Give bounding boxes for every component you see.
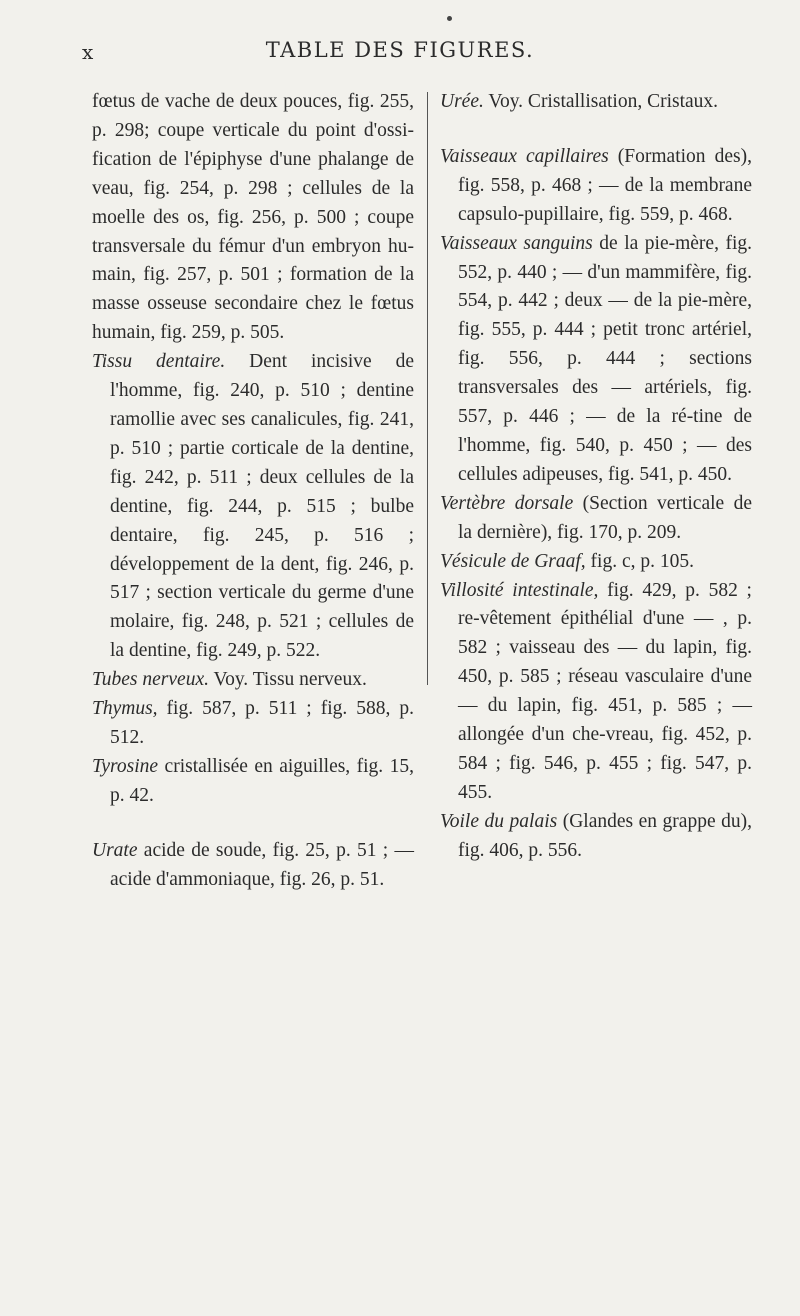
index-entry <box>92 348 414 666</box>
index-entry <box>440 88 752 117</box>
entry-text: acide de soude, fig. 25, p. 51 ; — acide d'ammoniaque, fig. 26, p. 51. <box>110 839 414 890</box>
print-mark <box>447 16 452 21</box>
index-entry <box>440 577 752 808</box>
entry-text: (Section verticale de la dernière), fig. 170, p. 209. <box>458 492 752 543</box>
entry-text: cristallisée en aiguilles, fig. 15, p. 42. <box>110 755 414 806</box>
entry-text: fœtus de vache de deux pouces, fig. 255, p. 298; coupe verticale du point d'ossi-fication de l'épiphyse d'une phalange de veau, fig. 254, p. 298 ; cellules de la moelle des os, fig. 256, p. 500 ; coupe transversale du fémur d'un embryon hu-main, fig. 257, p. 501 ; formation de la masse osseuse secondaire chez le fœtus humain, fig. 259, p. 505. <box>92 91 414 344</box>
entry-text: Dent incisive de l'homme, fig. 240, p. 510 ; dentine ramollie avec ses canalicules, fig. 241, p. 510 ; partie corticale de la dentine, fig. 242, p. 511 ; deux cellules de la dentine, fig. 244, p. 515 ; bulbe dentaire, fig. 245, p. 516 ; développement de la dent, fig. 246, p. 517 ; section verticale du germe d'une molaire, fig. 248, p. 521 ; cellules de la dentine, fig. 249, p. 522. <box>110 351 415 662</box>
entry-text: Voy. Cristallisation, Cristaux. <box>483 91 719 112</box>
index-entry <box>92 837 414 895</box>
index-entry <box>92 88 414 348</box>
index-entry <box>92 753 414 811</box>
entry-term: Villosité intestinale, <box>440 579 599 601</box>
index-entry <box>440 808 752 866</box>
entry-text: (Formation des), fig. 558, p. 468 ; — de la membrane capsulo-pupillaire, fig. 559, p. 468. <box>458 145 753 225</box>
entry-term: Vaisseaux capillaires <box>440 145 609 167</box>
entry-term: Voile du palais <box>440 810 558 832</box>
index-entry <box>440 548 752 577</box>
index-entry <box>92 666 414 695</box>
column-divider <box>427 92 428 685</box>
entry-term: Urée. <box>440 91 484 112</box>
left-column <box>92 88 414 894</box>
index-entry <box>92 695 414 753</box>
right-column <box>440 88 752 866</box>
page-number: x <box>82 40 95 64</box>
entry-term: Vésicule de Graaf, <box>440 550 586 572</box>
entry-term: Tubes nerveux. <box>92 669 209 691</box>
index-entry <box>440 230 752 490</box>
entry-term: Thymus, <box>92 698 158 720</box>
entry-text: (Glandes en grappe du), fig. 406, p. 556. <box>458 810 752 861</box>
entry-text: de la pie-mère, fig. 552, p. 440 ; — d'un mammifère, fig. 554, p. 442 ; deux — de la pie-mère, fig. 555, p. 444 ; petit tronc artériel, fig. 556, p. 444 ; sections transversales des — artériels, fig. 557, p. 446 ; — de la ré-tine de l'homme, fig. 540, p. 450 ; — des cellules adipeuses, fig. 541, p. 450. <box>458 232 752 485</box>
entry-text: fig. 587, p. 511 ; fig. 588, p. 512. <box>110 698 414 748</box>
index-entry <box>440 143 752 230</box>
entry-term: Urate <box>92 839 138 861</box>
entry-text: fig. c, p. 105. <box>585 550 694 572</box>
running-title: TABLE DES FIGURES. <box>265 38 535 62</box>
entry-term: Vertèbre dorsale <box>440 492 574 514</box>
index-entry <box>440 490 752 548</box>
entry-term: Tyrosine <box>92 755 159 777</box>
entry-text: Voy. Tissu nerveux. <box>208 669 367 691</box>
entry-text: fig. 429, p. 582 ; re-vêtement épithélial d'une — , p. 582 ; vaisseau des — du lapin, fig. 450, p. 585 ; réseau vasculaire d'une — du lapin, fig. 451, p. 585 ; — allongée d'un che-vreau, fig. 452, p. 584 ; fig. 546, p. 455 ; fig. 547, p. 455. <box>458 579 752 803</box>
entry-term: Tissu dentaire. <box>92 351 226 373</box>
entry-term: Vaisseaux sanguins <box>440 232 593 254</box>
